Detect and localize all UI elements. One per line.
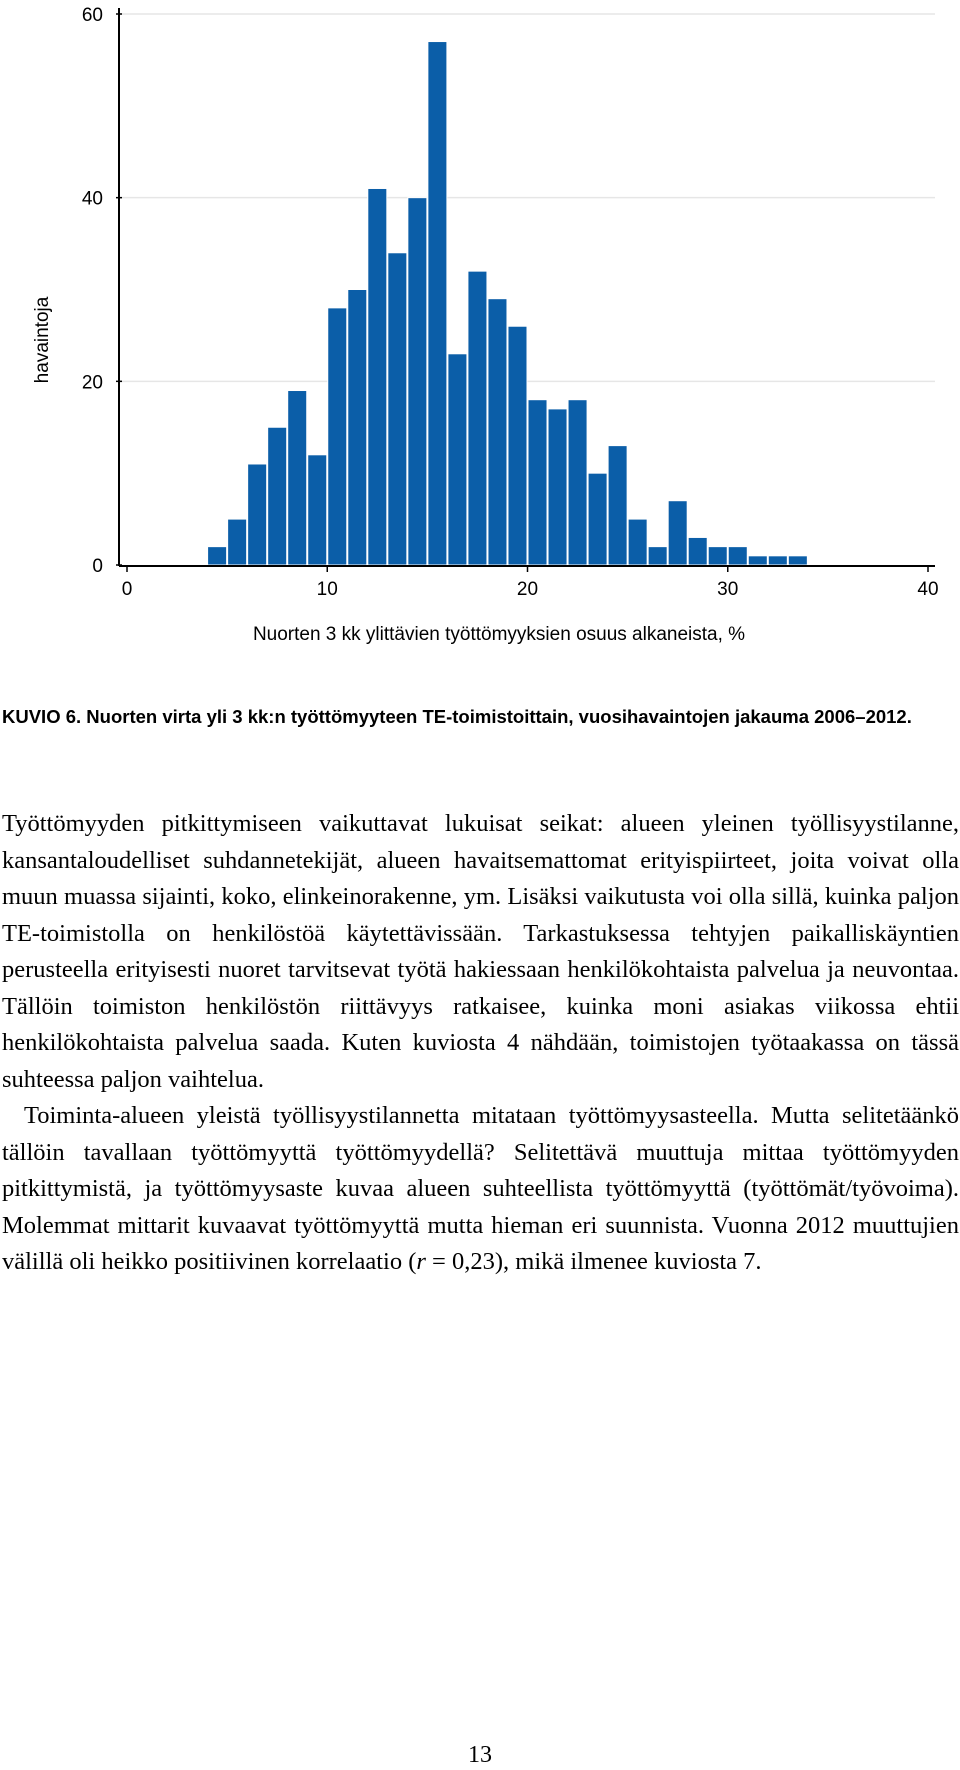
- histogram-bar: [448, 354, 467, 565]
- y-tick-label: 40: [81, 188, 103, 210]
- page-number: 13: [468, 1742, 492, 1768]
- paragraph-2: [2, 1098, 959, 1281]
- histogram-bar: [288, 391, 307, 565]
- x-tick-label: 0: [121, 579, 133, 600]
- histogram-bar: [648, 547, 667, 565]
- histogram-bar: [468, 271, 487, 565]
- x-tick-label: 30: [717, 579, 739, 600]
- paragraph-2-text: Toiminta-alueen yleistä työllisyystilannetta mitataan työttömyysasteella. Mutta selitetäänkö tällöin tavallaan työttömyyttä työttömyydellä? Selitettävä muuttuja mittaa työttömyyden pitkittymistä, ja työttömyysaste kuvaa alueen suhteellista työttömyyttä (työttömät/työvoima). Molemmat mittarit kuvaavat työttömyyttä mutta hieman eri suunnista. Vuonna 2012 muuttujien välillä oli heikko positiivinen korrelaatio (: [2, 1102, 959, 1275]
- histogram-bar: [548, 409, 567, 565]
- histogram-bar: [568, 400, 587, 565]
- histogram-bar: [528, 400, 547, 565]
- histogram-bar: [268, 427, 287, 565]
- histogram-bar: [748, 556, 767, 565]
- y-tick-label: 20: [81, 372, 103, 394]
- histogram-bar: [688, 537, 707, 565]
- histogram-bar: [628, 519, 647, 565]
- histogram-bar: [488, 299, 507, 565]
- x-tick-labels: [122, 579, 939, 600]
- correlation-symbol: r: [416, 1248, 426, 1275]
- x-axis-label: Nuorten 3 kk ylittävien työttömyyksien osuus alkaneista, %: [252, 624, 746, 645]
- caption-text: Nuorten virta yli 3 kk:n työttömyyteen TE-toimistoittain, vuosihavaintojen jakauma 2006–2012.: [81, 706, 912, 727]
- histogram-bar: [228, 519, 247, 565]
- histogram-bar: [348, 290, 367, 566]
- y-axis-label: havaintoja: [32, 296, 53, 384]
- histogram-bar: [308, 455, 327, 565]
- x-tick-label: 10: [316, 579, 338, 600]
- histogram-bar: [708, 547, 727, 565]
- y-tick-label: 60: [81, 5, 103, 26]
- figure-caption: [2, 702, 947, 732]
- histogram-bar: [248, 464, 267, 565]
- histogram-bar: [208, 547, 227, 565]
- histogram-bar: [668, 501, 687, 565]
- histogram-bar: [368, 188, 387, 565]
- histogram-bar: [608, 446, 627, 565]
- caption-label: KUVIO 6.: [2, 706, 82, 727]
- body-text: [2, 806, 959, 1281]
- histogram-bar: [328, 308, 347, 565]
- histogram-bar: [428, 42, 447, 565]
- paragraph-2-text-end: = 0,23), mikä ilmenee kuviosta 7.: [425, 1248, 762, 1275]
- histogram-bar: [788, 556, 807, 565]
- histogram-bar: [508, 326, 527, 565]
- y-tick-label: 0: [92, 556, 103, 577]
- y-tick-labels: [82, 5, 103, 577]
- histogram-bar: [408, 198, 427, 565]
- x-tick-label: 20: [516, 579, 539, 600]
- gridlines: [120, 14, 935, 381]
- histogram-bars: [208, 42, 808, 565]
- histogram-bar: [388, 253, 407, 565]
- histogram-bar: [728, 547, 747, 565]
- histogram-bar: [588, 473, 607, 565]
- histogram-bar: [768, 556, 787, 565]
- paragraph-1: Työttömyyden pitkittymiseen vaikuttavat lukuisat seikat: alueen yleinen työllisyystilanne, kansantaloudelliset suhdannetekijät, alueen havaitsemattomat erityispiirteet, joita voivat olla muun muassa sijainti, koko, elinkeinorakenne, ym. Lisäksi vaikutusta voi olla sillä, kuinka paljon TE-toimistolla on henkilöstöä käytettävissään. Tarkastuksessa tehtyjen paikalliskäyntien perusteella erityisesti nuoret tarvitsevat työtä hakiessaan henkilökohtaista palvelua ja neuvontaa. Tällöin toimiston henkilöstön riittävyys ratkaisee, kuinka moni asiakas viikossa ehtii henkilökohtaista palvelua saada. Kuten kuviosta 4 nähdään, toimistojen työtaakassa on tässä suhteessa paljon vaihtelua.: [2, 810, 959, 1093]
- x-tick-label: 40: [917, 579, 939, 600]
- histogram-chart: [0, 0, 960, 660]
